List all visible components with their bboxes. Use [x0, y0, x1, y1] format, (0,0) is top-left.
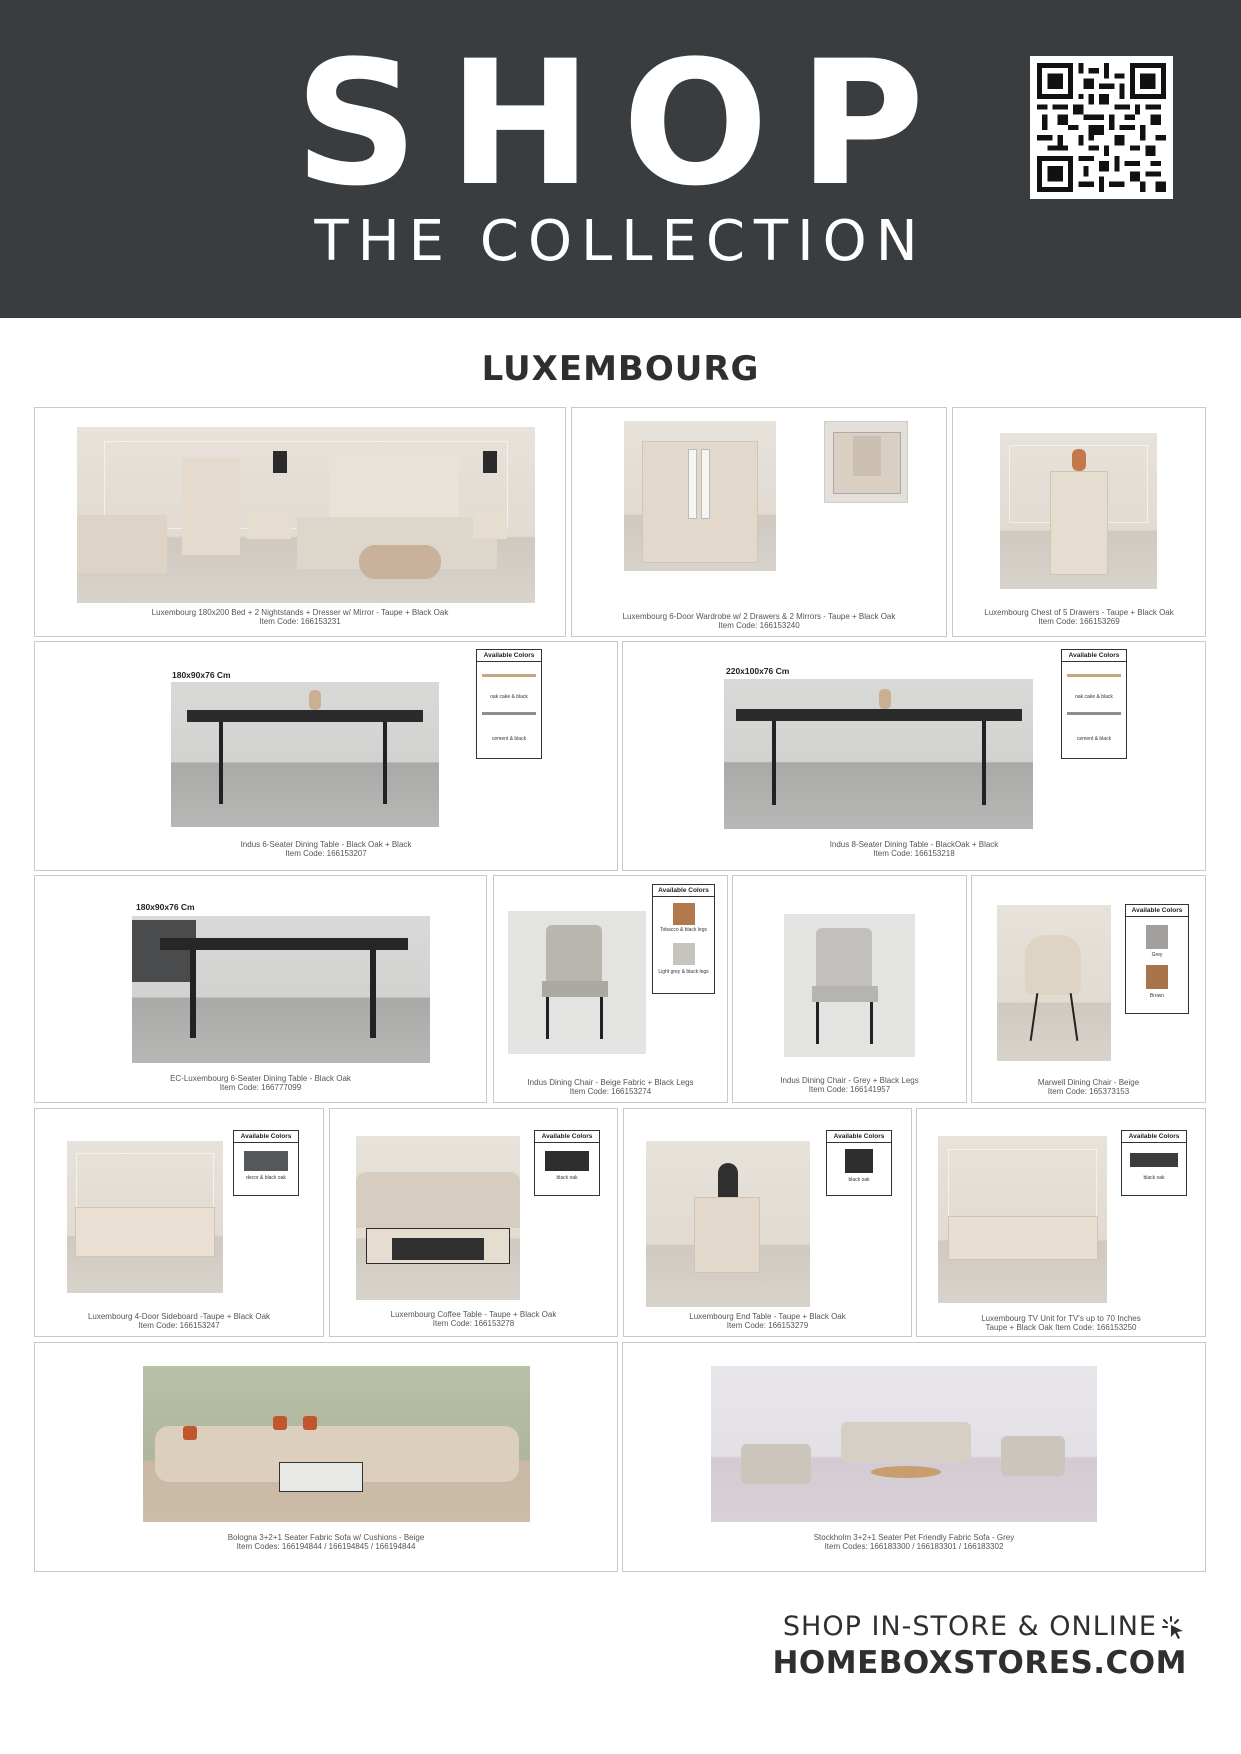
available-colors-title: Available Colors — [1122, 1131, 1186, 1143]
product-card-ec-luxembourg-table[interactable] — [34, 875, 487, 1103]
website-link[interactable]: HOMEBOXSTORES.COM — [772, 1645, 1187, 1681]
product-caption — [623, 1533, 1205, 1551]
wardrobe-photo — [624, 421, 776, 571]
wardrobe-open-photo — [824, 421, 908, 503]
swatch-oak — [482, 674, 536, 690]
product-name: Marwell Dining Chair - Beige — [1037, 1078, 1140, 1087]
page-title: SHOP — [294, 23, 955, 224]
product-caption — [35, 1312, 323, 1330]
available-colors-box — [233, 1130, 299, 1196]
product-caption — [917, 1314, 1205, 1332]
product-name: Luxembourg Chest of 5 Drawers - Taupe + Black Oak — [984, 608, 1174, 617]
item-code: Item Code: 166153269 — [1038, 617, 1120, 626]
stockholm-sofa-photo — [711, 1366, 1097, 1522]
swatch-label: cement & black — [491, 736, 527, 742]
product-name: Bologna 3+2+1 Seater Fabric Sofa w/ Cushions - Beige — [227, 1533, 425, 1542]
product-name: Luxembourg 4-Door Sideboard -Taupe + Black Oak — [87, 1312, 271, 1321]
swatch-label: cement & black — [1076, 736, 1112, 742]
swatch-label: decor & black oak — [246, 1175, 286, 1181]
item-code: Item Code: 166153218 — [873, 849, 955, 858]
swatch-label: Tobacco & black legs — [660, 927, 707, 933]
swatch-label: Light grey & black legs — [658, 969, 709, 975]
indus8-table-photo — [724, 679, 1033, 829]
available-colors-title: Available Colors — [1062, 650, 1126, 662]
item-code: Taupe + Black Oak Item Code: 166153250 — [985, 1323, 1137, 1332]
swatch-label: Brown — [1149, 993, 1165, 999]
swatch-label: Grey — [1151, 952, 1163, 958]
coffee-table-photo — [356, 1136, 520, 1300]
product-card-indus-chair-grey[interactable] — [732, 875, 967, 1103]
swatch-cement — [1067, 712, 1121, 728]
swatch-light-grey — [673, 943, 695, 965]
available-colors-title: Available Colors — [653, 885, 714, 897]
item-code: Item Codes: 166194844 / 166194845 / 166194844 — [236, 1542, 416, 1551]
product-card-sideboard[interactable] — [34, 1108, 324, 1337]
available-colors-box — [534, 1130, 600, 1196]
available-colors-title: Available Colors — [477, 650, 541, 662]
indus-chair-beige-photo — [508, 911, 646, 1054]
item-code: Item Code: 166153231 — [259, 617, 341, 626]
swatch-brown — [1146, 965, 1168, 989]
available-colors-title: Available Colors — [535, 1131, 599, 1143]
product-card-wardrobe[interactable] — [571, 407, 947, 637]
item-code: Item Code: 165373153 — [1047, 1087, 1130, 1096]
product-card-stockholm-sofa[interactable] — [622, 1342, 1206, 1572]
item-code: Item Code: 166153247 — [138, 1321, 220, 1330]
available-colors-box — [826, 1130, 892, 1196]
product-caption — [733, 1076, 966, 1094]
bologna-sofa-photo — [143, 1366, 530, 1522]
swatch-label: black oak — [556, 1175, 578, 1181]
product-name: Luxembourg TV Unit for TV's up to 70 Inches — [981, 1314, 1141, 1323]
item-code: Item Code: 166141957 — [808, 1085, 891, 1094]
product-caption — [972, 1078, 1205, 1096]
product-card-indus8-table[interactable] — [622, 641, 1206, 871]
product-caption — [953, 608, 1205, 626]
swatch-tobacco — [673, 903, 695, 925]
end-table-photo — [646, 1141, 810, 1307]
swatch-grey — [1146, 925, 1168, 949]
swatch-decor — [244, 1151, 288, 1171]
product-caption — [624, 1312, 911, 1330]
product-card-indus-chair-beige[interactable] — [493, 875, 728, 1103]
swatch-black-oak — [545, 1151, 589, 1171]
swatch-label: oak cake & black — [1075, 694, 1113, 700]
product-caption — [35, 1533, 617, 1551]
swatch-label: oak cake & black — [490, 694, 528, 700]
product-name: Luxembourg 6-Door Wardrobe w/ 2 Drawers & 2 Mirrors - Taupe + Black Oak — [622, 612, 896, 621]
product-caption — [494, 1078, 727, 1096]
indus6-table-photo — [171, 682, 439, 827]
product-caption — [35, 1074, 486, 1092]
size-label: 220x100x76 Cm — [726, 666, 790, 676]
available-colors-box — [1061, 649, 1127, 759]
available-colors-box — [1125, 904, 1189, 1014]
item-code: Item Codes: 166183300 / 166183301 / 166183302 — [824, 1542, 1004, 1551]
swatch-label: black oak — [848, 1177, 870, 1183]
product-card-bologna-sofa[interactable] — [34, 1342, 618, 1572]
available-colors-box — [1121, 1130, 1187, 1196]
product-card-tv-unit[interactable] — [916, 1108, 1206, 1337]
click-cursor-icon — [1161, 1615, 1187, 1641]
swatch-cement — [482, 712, 536, 728]
available-colors-box — [476, 649, 542, 759]
product-caption — [330, 1310, 617, 1328]
product-caption — [35, 840, 617, 858]
marwell-chair-photo — [997, 905, 1111, 1061]
product-name: Stockholm 3+2+1 Seater Pet Friendly Fabric Sofa - Grey — [813, 1533, 1015, 1542]
swatch-oak — [1067, 674, 1121, 690]
ec-luxembourg-table-photo — [132, 916, 430, 1063]
item-code: Item Code: 166153279 — [726, 1321, 809, 1330]
size-label: 180x90x76 Cm — [136, 902, 195, 912]
available-colors-title: Available Colors — [1126, 905, 1188, 917]
product-name: Indus Dining Chair - Grey + Black Legs — [780, 1076, 919, 1085]
item-code: Item Code: 166777099 — [219, 1083, 302, 1092]
product-card-bed[interactable] — [34, 407, 566, 637]
tv-unit-photo — [938, 1136, 1107, 1303]
page-subtitle: THE COLLECTION — [314, 209, 927, 274]
footer-tagline-text: SHOP IN-STORE & ONLINE — [782, 1611, 1157, 1642]
collection-title: LUXEMBOURG — [481, 349, 760, 389]
product-name: Luxembourg 180x200 Bed + 2 Nightstands + Dresser w/ Mirror - Taupe + Black Oak — [151, 608, 449, 617]
item-code: Item Code: 166153207 — [285, 849, 367, 858]
bed-set-photo — [77, 427, 535, 603]
sideboard-photo — [67, 1141, 223, 1293]
product-card-indus6-table[interactable] — [34, 641, 618, 871]
available-colors-title: Available Colors — [234, 1131, 298, 1143]
product-card-chest[interactable] — [952, 407, 1206, 637]
available-colors-title: Available Colors — [827, 1131, 891, 1143]
product-card-coffee-table[interactable] — [329, 1108, 618, 1337]
swatch-black-oak — [845, 1149, 873, 1173]
product-name: Indus Dining Chair - Beige Fabric + Black Legs — [527, 1078, 694, 1087]
size-label: 180x90x76 Cm — [172, 670, 231, 680]
qr-code-icon[interactable] — [1030, 56, 1173, 199]
product-caption — [572, 612, 946, 630]
chest-photo — [1000, 433, 1157, 589]
swatch-label: black oak — [1143, 1175, 1165, 1181]
swatch-black-oak — [1130, 1153, 1178, 1167]
indus-chair-grey-photo — [784, 914, 915, 1057]
product-name: Luxembourg Coffee Table - Taupe + Black Oak — [390, 1310, 557, 1319]
product-name: EC-Luxembourg 6-Seater Dining Table - Black Oak — [170, 1074, 351, 1083]
product-caption — [35, 608, 565, 626]
hero-banner — [0, 0, 1241, 318]
product-caption — [623, 840, 1205, 858]
product-name: Luxembourg End Table - Taupe + Black Oak — [689, 1312, 846, 1321]
product-name: Indus 6-Seater Dining Table - Black Oak + Black — [240, 840, 412, 849]
product-name: Indus 8-Seater Dining Table - BlackOak + Black — [829, 840, 999, 849]
footer-tagline — [783, 1611, 1187, 1642]
product-card-end-table[interactable] — [623, 1108, 912, 1337]
item-code: Item Code: 166153274 — [569, 1087, 652, 1096]
item-code: Item Code: 166153240 — [718, 621, 800, 630]
item-code: Item Code: 166153278 — [432, 1319, 515, 1328]
product-card-marwell-chair[interactable] — [971, 875, 1206, 1103]
available-colors-box — [652, 884, 715, 994]
